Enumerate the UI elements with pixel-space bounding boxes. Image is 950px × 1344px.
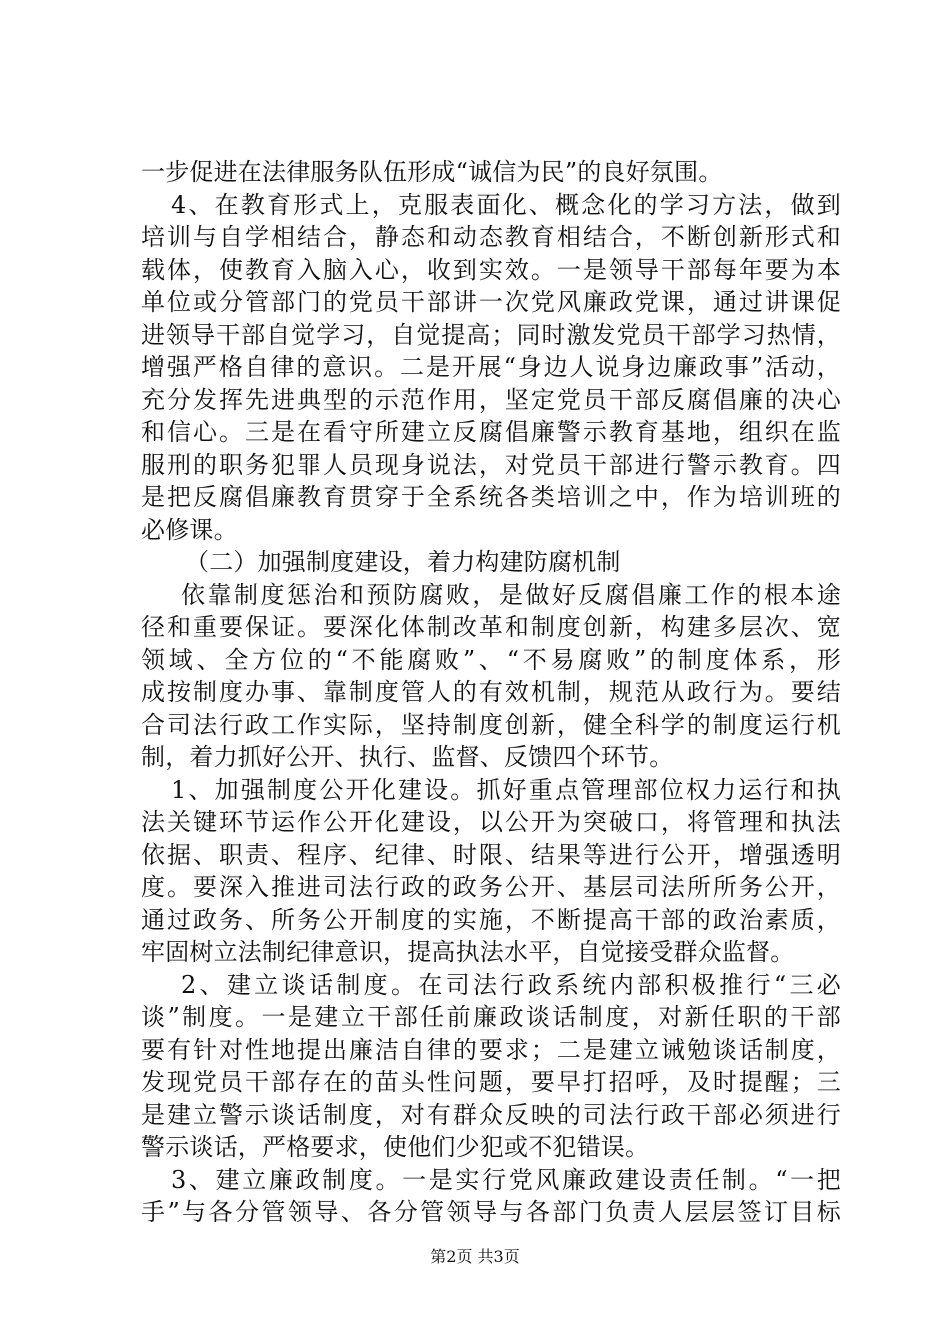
text-line: 充分发挥先进典型的示范作用，坚定党员干部反腐倡廉的决心 — [141, 385, 841, 414]
text-line: 警示谈话，严格要求，使他们少犯或不犯错误。 — [141, 1133, 650, 1161]
text-line: 服刑的职务犯罪人员现身说法，对党员干部进行警示教育。四 — [141, 450, 841, 479]
text-line: 培训与自学相结合，静态和动态教育相结合，不断创新形式和 — [141, 223, 841, 251]
text-line: 必修课。 — [141, 515, 238, 544]
text-line: 是把反腐倡廉教育贯穿于全系统各类培训之中，作为培训班的 — [141, 483, 841, 511]
text-line: 增强严格自律的意识。二是开展“身边人说身边廉政事”活动， — [141, 353, 841, 381]
text-line: 径和重要保证。要深化体制改革和制度创新，构建多层次、宽 — [141, 613, 841, 641]
text-line: 手”与各分管领导、各分管领导与各部门负责人层层签订目标 — [141, 1198, 841, 1226]
text-line: 是建立警示谈话制度，对有群众反映的司法行政干部必须进行 — [141, 1100, 841, 1129]
text-line: 谈”制度。一是建立干部任前廉政谈话制度，对新任职的干部 — [141, 1003, 841, 1031]
text-line: 1、加强制度公开化建设。抓好重点管理部位权力运行和执 — [171, 775, 841, 804]
text-line: 3、建立廉政制度。一是实行党风廉政建设责任制。“一把 — [171, 1165, 841, 1194]
text-line: 成按制度办事、靠制度管人的有效机制，规范从政行为。要结 — [141, 678, 841, 706]
text-line: 一步促进在法律服务队伍形成“诚信为民”的良好氛围。 — [141, 158, 723, 186]
text-line: 牢固树立法制纪律意识，提高执法水平，自觉接受群众监督。 — [141, 938, 795, 966]
text-line: 依靠制度惩治和预防腐败，是做好反腐倡廉工作的根本途 — [181, 580, 841, 609]
text-line: 制，着力抓好公开、执行、监督、反馈四个环节。 — [141, 743, 674, 771]
text-line: 合司法行政工作实际，坚持制度创新，健全科学的制度运行机 — [141, 710, 841, 739]
text-line: 要有针对性地提出廉洁自律的要求；二是建立诫勉谈话制度， — [141, 1035, 841, 1064]
text-line: 领域、全方位的“不能腐败”、“不易腐败”的制度体系，形 — [141, 645, 841, 674]
document-body — [141, 156, 841, 1229]
text-line: 通过政务、所务公开制度的实施，不断提高干部的政治素质， — [141, 905, 841, 934]
page-number-footer: 第2页 共3页 — [430, 1247, 520, 1266]
text-line: 2、建立谈话制度。在司法行政系统内部积极推行“三必 — [181, 970, 841, 999]
text-line: 法关键环节运作公开化建设，以公开为突破口，将管理和执法 — [141, 808, 841, 836]
text-line: 依据、职责、程序、纪律、时限、结果等进行公开，增强透明 — [141, 840, 841, 869]
text-line: 单位或分管部门的党员干部讲一次党风廉政党课，通过讲课促 — [141, 288, 841, 316]
text-line: 4、在教育形式上，克服表面化、概念化的学习方法，做到 — [171, 190, 841, 219]
text-line: 载体，使教育入脑入心，收到实效。一是领导干部每年要为本 — [141, 255, 841, 284]
text-line: 进领导干部自觉学习，自觉提高；同时激发党员干部学习热情， — [141, 320, 841, 349]
section-heading: （二）加强制度建设，着力构建防腐机制 — [185, 548, 621, 576]
text-line: 和信心。三是在看守所建立反腐倡廉警示教育基地，组织在监 — [141, 418, 841, 446]
text-line: 度。要深入推进司法行政的政务公开、基层司法所所务公开， — [141, 873, 841, 901]
text-line: 发现党员干部存在的苗头性问题，要早打招呼，及时提醒；三 — [141, 1068, 841, 1096]
